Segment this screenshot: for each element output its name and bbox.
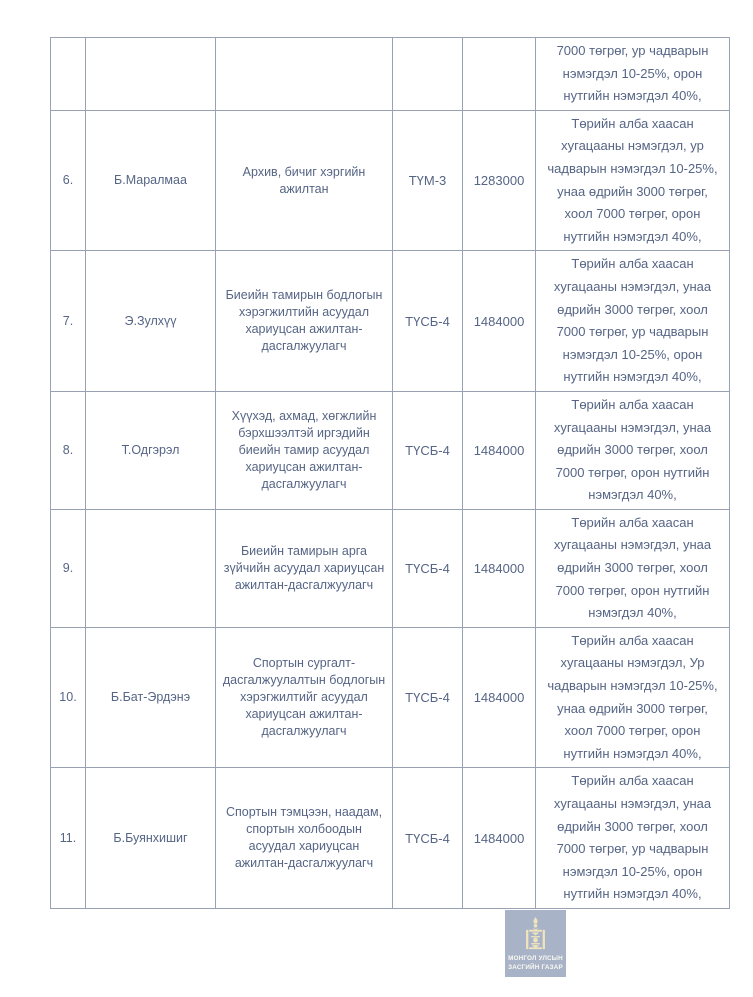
cell-code: ТҮСБ-4 (393, 509, 463, 627)
cell-position: Спортын сургалт-дасгалжуулалтын бодлогын хэрэгжилтийг асуудал хариуцсан ажилтан-дасгалжуулагч (216, 627, 393, 768)
logo-text-line1: МОНГОЛ УЛСЫН (508, 954, 563, 962)
cell-name: Э.Зулхүү (86, 251, 216, 392)
cell-allowance: 7000 төгрөг, ур чадварын нэмэгдэл 10-25%, орон нутгийн нэмэгдэл 40%, (536, 38, 730, 111)
cell-code (393, 38, 463, 111)
table-row-9 (51, 509, 730, 627)
cell-position: Спортын тэмцээн, наадам, спортын холбоодын асуудал хариуцсан ажилтан-дасгалжуулагч (216, 768, 393, 909)
cell-position: Биеийн тамирын бодлогын хэрэгжилтийн асуудал хариуцсан ажилтан-дасгалжуулагч (216, 251, 393, 392)
table-row-continued (51, 38, 730, 111)
cell-name: Б.Маралмаа (86, 110, 216, 251)
cell-name: Б.Бат-Эрдэнэ (86, 627, 216, 768)
cell-code: ТҮСБ-4 (393, 251, 463, 392)
cell-position: Архив, бичиг хэргийн ажилтан (216, 110, 393, 251)
table-row-10 (51, 627, 730, 768)
cell-salary: 1484000 (463, 509, 536, 627)
cell-no (51, 38, 86, 111)
cell-no: 11. (51, 768, 86, 909)
cell-no: 6. (51, 110, 86, 251)
cell-position (216, 38, 393, 111)
government-logo (505, 910, 566, 977)
cell-code: ТҮСБ-4 (393, 768, 463, 909)
cell-code: ТҮСБ-4 (393, 391, 463, 509)
table-row-7 (51, 251, 730, 392)
cell-allowance: Төрийн алба хаасан хугацааны нэмэгдэл, Ур чадварын нэмэгдэл 10-25%, унаа өдрийн 3000 төгрөг, хоол 7000 төгрөг, орон нутгийн нэмэгдэл 40%, (536, 627, 730, 768)
cell-name (86, 38, 216, 111)
cell-no: 10. (51, 627, 86, 768)
soyombo-icon (526, 917, 545, 954)
cell-position: Биеийн тамирын арга зүйчийн асуудал хариуцсан ажилтан-дасгалжуулагч (216, 509, 393, 627)
table-row-11 (51, 768, 730, 909)
cell-allowance: Төрийн алба хаасан хугацааны нэмэгдэл, унаа өдрийн 3000 төгрөг, хоол 7000 төгрөг, ур чадварын нэмэгдэл 10-25%, орон нутгийн нэмэгдэл 40%, (536, 251, 730, 392)
cell-allowance: Төрийн алба хаасан хугацааны нэмэгдэл, ур чадварын нэмэгдэл 10-25%, унаа өдрийн 3000 төгрөг, хоол 7000 төгрөг, орон нутгийн нэмэгдэл 40%, (536, 110, 730, 251)
cell-no: 9. (51, 509, 86, 627)
cell-no: 8. (51, 391, 86, 509)
table-row-8 (51, 391, 730, 509)
cell-salary: 1484000 (463, 251, 536, 392)
cell-name: Б.Буянхишиг (86, 768, 216, 909)
cell-position: Хүүхэд, ахмад, хөгжлийн бэрхшээлтэй иргэдийн биеийн тамир асуудал хариуцсан ажилтан-дасгалжуулагч (216, 391, 393, 509)
cell-allowance: Төрийн алба хаасан хугацааны нэмэгдэл, унаа өдрийн 3000 төгрөг, хоол 7000 төгрөг, орон нутгийн нэмэгдэл 40%, (536, 509, 730, 627)
cell-no: 7. (51, 251, 86, 392)
cell-salary: 1283000 (463, 110, 536, 251)
table-row-6 (51, 110, 730, 251)
cell-code: ТҮМ-3 (393, 110, 463, 251)
cell-name: Т.Одгэрэл (86, 391, 216, 509)
staff-salary-table (50, 37, 730, 909)
cell-code: ТҮСБ-4 (393, 627, 463, 768)
cell-allowance: Төрийн алба хаасан хугацааны нэмэгдэл, унаа өдрийн 3000 төгрөг, хоол 7000 төгрөг, орон нутгийн нэмэгдэл 40%, (536, 391, 730, 509)
cell-salary: 1484000 (463, 627, 536, 768)
cell-salary: 1484000 (463, 391, 536, 509)
cell-name (86, 509, 216, 627)
cell-salary (463, 38, 536, 111)
logo-text-line2: ЗАСГИЙН ГАЗАР (508, 963, 563, 971)
cell-salary: 1484000 (463, 768, 536, 909)
cell-allowance: Төрийн алба хаасан хугацааны нэмэгдэл, унаа өдрийн 3000 төгрөг, хоол 7000 төгрөг, ур чадварын нэмэгдэл 10-25%, орон нутгийн нэмэгдэл 40%, (536, 768, 730, 909)
